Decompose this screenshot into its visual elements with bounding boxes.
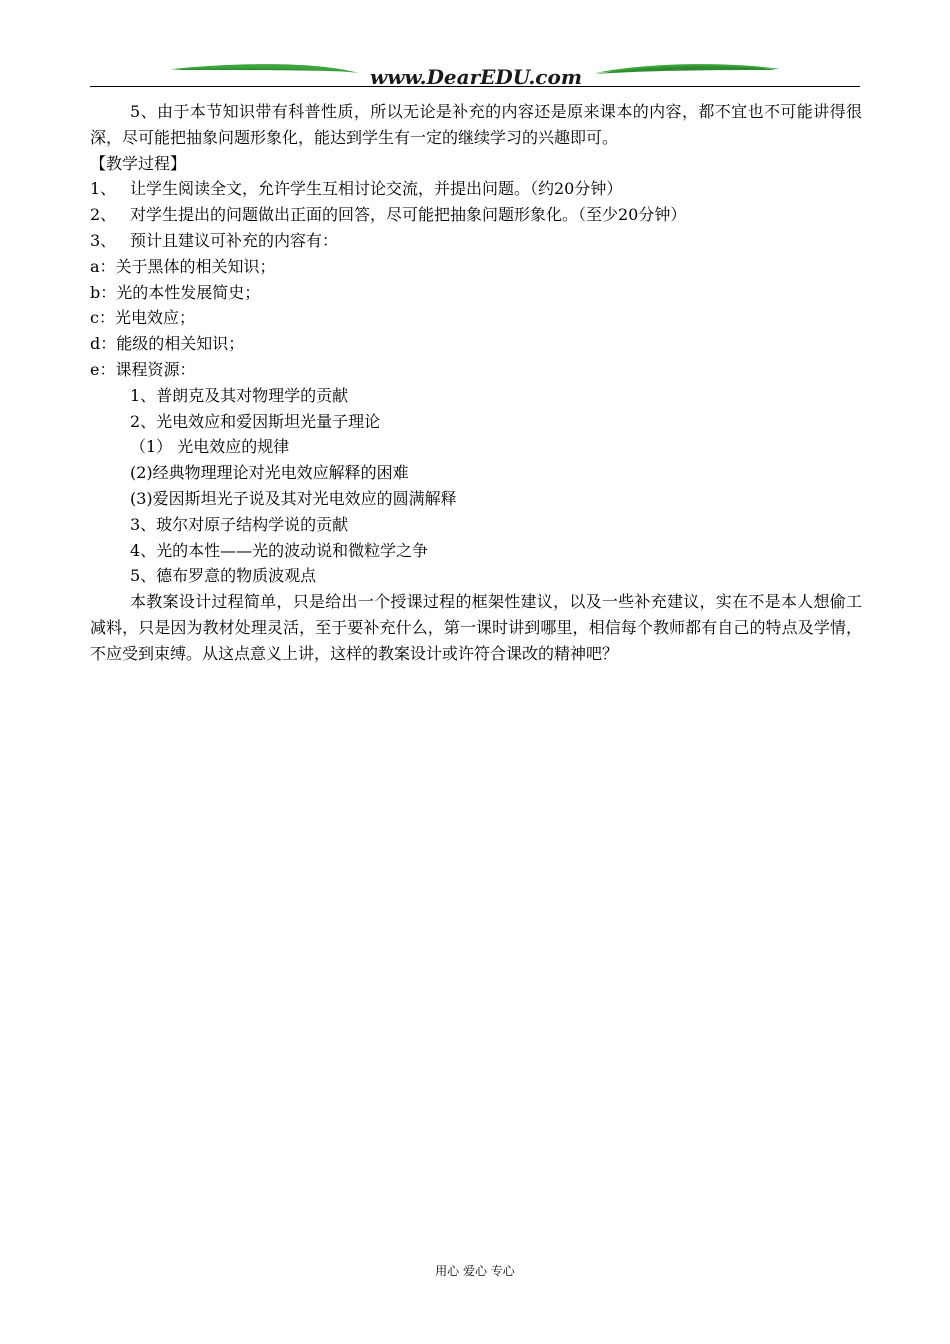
section-heading: 【教学过程】 (90, 153, 187, 173)
resource-subitem: (3)爱因斯坦光子说及其对光电效应的圆满解释 (130, 488, 457, 508)
resource-subitem: （1） 光电效应的规律 (130, 437, 290, 457)
site-logo-text: www.DearEDU.com (369, 65, 583, 89)
step-text: 对学生提出的问题做出正面的回答，尽可能把抽象问题形象化。（至少20分钟） (130, 205, 687, 225)
resource-item: 1、普朗克及其对物理学的贡献 (130, 385, 349, 405)
resource-item: 4、光的本性——光的波动说和微粒学之争 (130, 540, 429, 560)
step-number: 1、 (90, 179, 117, 199)
letter-item: b：光的本性发展简史； (90, 282, 261, 302)
letter-item: a：关于黑体的相关知识； (90, 256, 276, 276)
letter-item: e：课程资源： (90, 359, 196, 379)
step-item (90, 228, 862, 254)
resource-item: 2、光电效应和爱因斯坦光量子理论 (130, 411, 381, 431)
step-item (90, 176, 862, 202)
resource-subitem: (2)经典物理理论对光电效应解释的困难 (130, 463, 409, 483)
header-divider (90, 86, 860, 87)
closing-paragraph: 本教案设计过程简单，只是给出一个授课过程的框架性建议，以及一些补充建议，实在不是本人想偷工减料，只是因为教材处理灵活，至于要补充什么，第一课时讲到哪里，相信每个教师都有自己的特点及学情，不应受到束缚。从这点意义上讲，这样的教案设计或许符合课改的精神吧？ (90, 592, 862, 663)
letter-item: d：能级的相关知识； (90, 334, 245, 354)
paragraph-point-5: 5、由于本节知识带有科普性质，所以无论是补充的内容还是原来课本的内容，都不宜也不可能讲得很深，尽可能把抽象问题形象化，能达到学生有一定的继续学习的兴趣即可。 (90, 102, 862, 147)
step-number: 2、 (90, 205, 117, 225)
page-footer: 用心 爱心 专心 (435, 1264, 515, 1278)
step-text: 让学生阅读全文，允许学生互相讨论交流，并提出问题。（约20分钟） (130, 179, 623, 199)
step-item (90, 202, 862, 228)
step-text: 预计且建议可补充的内容有： (130, 230, 339, 250)
resource-item: 3、玻尔对原子结构学说的贡献 (130, 514, 349, 534)
step-number: 3、 (90, 230, 117, 250)
document-body (90, 99, 862, 667)
letter-item: c：光电效应； (90, 308, 195, 328)
resource-item: 5、德布罗意的物质波观点 (130, 566, 317, 586)
